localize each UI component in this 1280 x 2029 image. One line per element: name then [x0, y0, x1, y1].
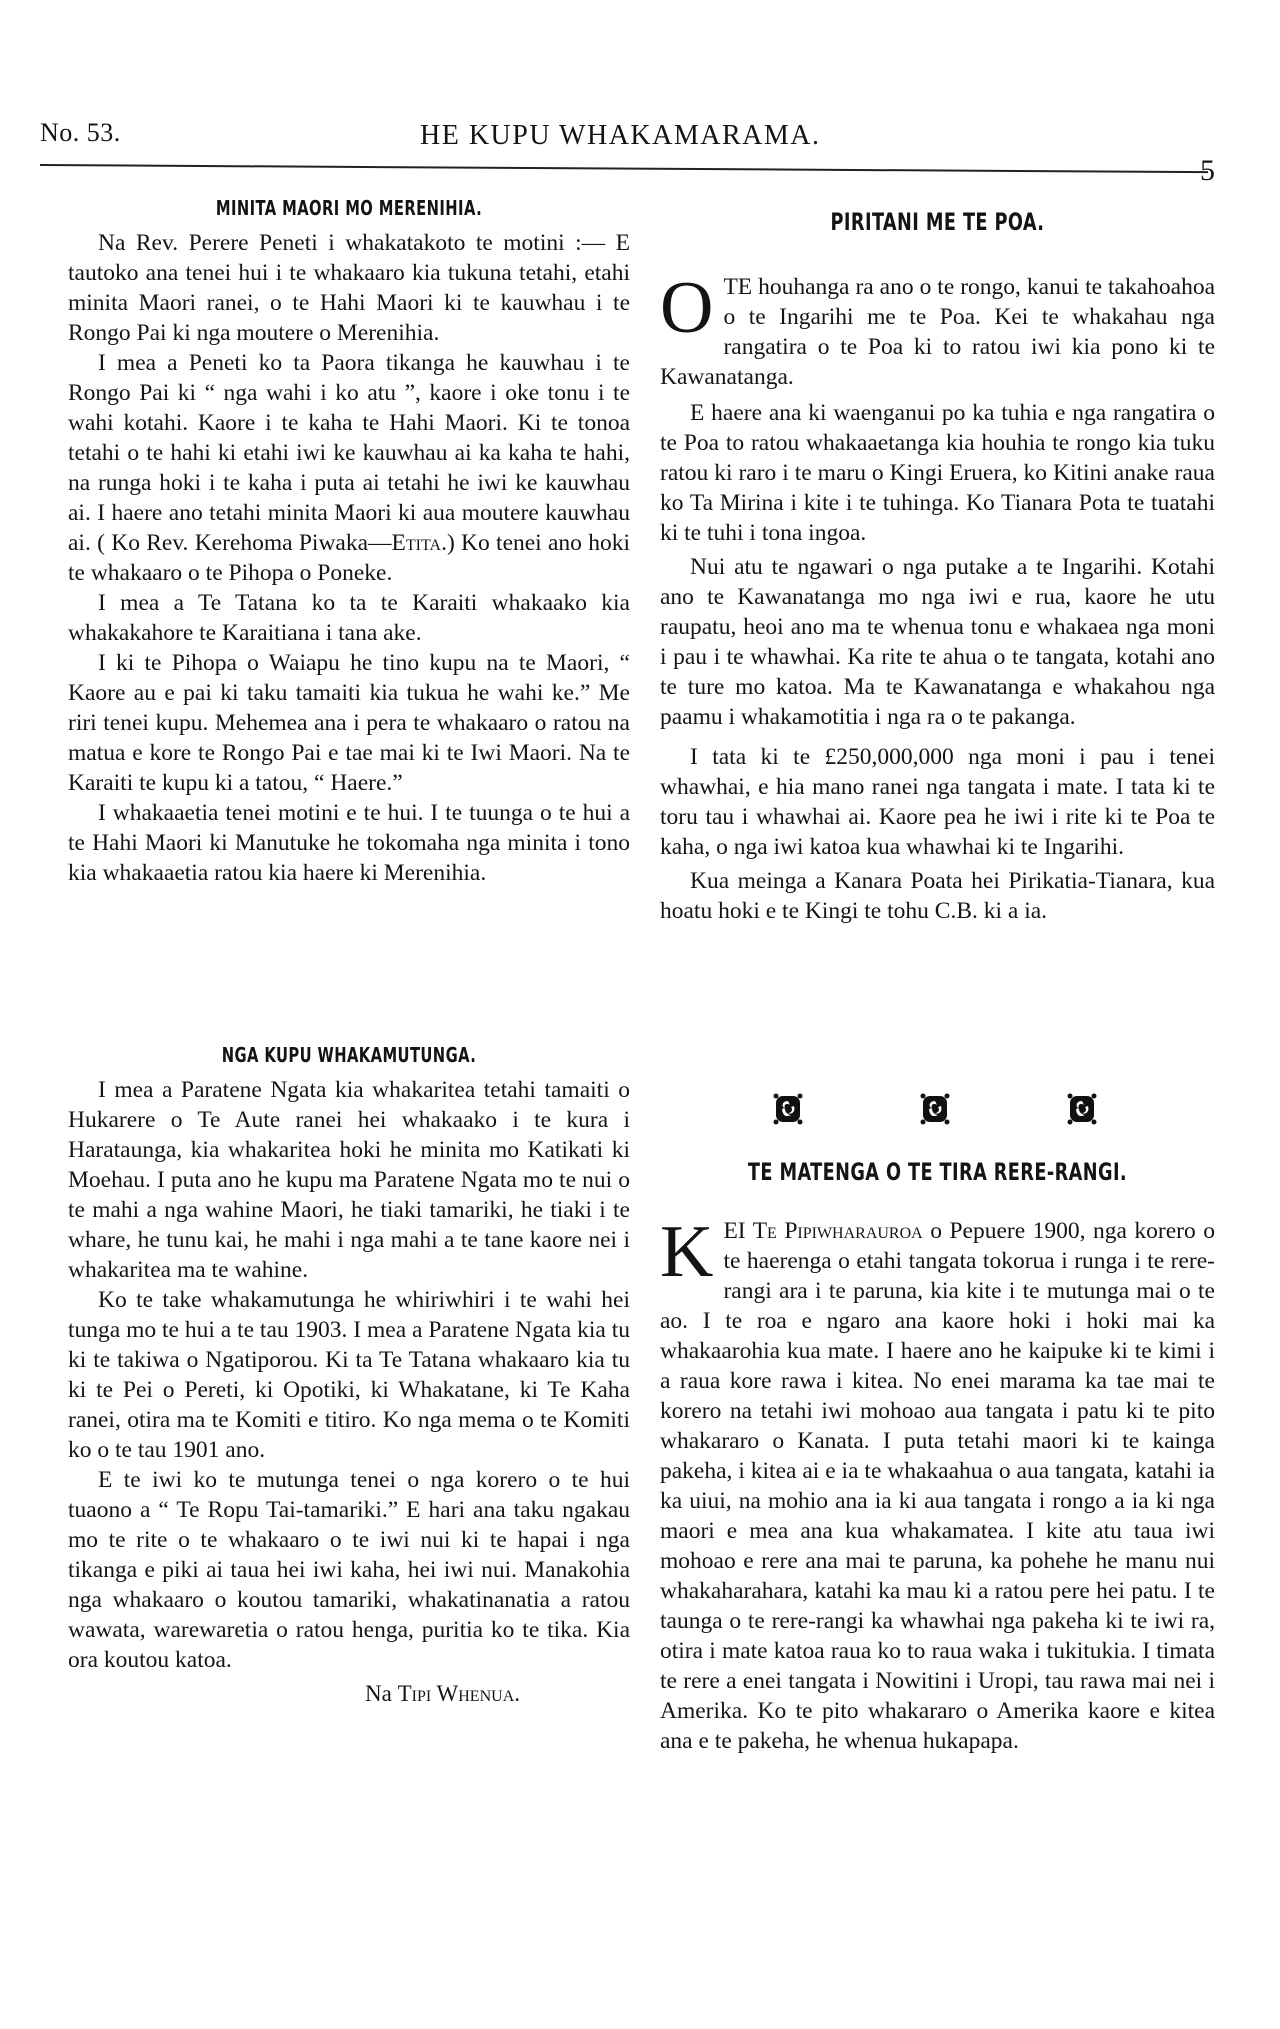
signature — [68, 1681, 630, 1707]
drop-cap: K — [660, 1211, 714, 1293]
article-piritani-me-te-poa — [660, 208, 1215, 926]
paragraph-text: .) Ko tenei ano hoki te whakaaro o te Pihopa o Poneke. — [68, 530, 630, 586]
issue-number: No. 53. — [40, 118, 121, 147]
signature-prefix: Na — [365, 1681, 398, 1706]
page-number: 5 — [1200, 154, 1215, 187]
paragraph: E haere ana ki waenganui po ka tuhia e nga rangatira o te Poa to ratou whakaaetanga kia houhia te rongo kia tuku ratou ki raro i te maru o Kingi Eruera, ko Kitini anake raua ko Ta Mirina i kite i te tuhinga. Ko Tianara Pota te tuatahi ki te tuhi i tona ingoa. — [660, 400, 1215, 546]
paragraph: I mea a Te Tatana ko ta te Karaiti whakaako kia whakakahore te Karaitiana i tana ake. — [68, 590, 630, 646]
paragraph — [68, 348, 630, 588]
paragraph: I ki te Pihopa o Waiapu he tino kupu na te Maori, “ Kaore au e pai ki taku tamaiti kia tukua he wahi ke.” Me riri tenei kupu. Mehemea ana i pera te whakaaro o ratou na matua e kore te Rongo Pai e tae mai ki te Iwi Maori. Na te Karaiti te kupu ki a tatou, “ Haere.” — [68, 650, 630, 796]
paragraph-text: o Pepuere 1900, nga korero o te haerenga o etahi tangata tokorua i runga i te rere-rangi ara i te paruna, kia kite i te mutunga mai o te ao. I te roa e ngaro ana kaore hoki i hoki mai ka whakaarohia kua mate. I haere ano he kaipuke ki te kimi i a raua kore rawa i kitea. No enei marama ka tae mai te korero na tetahi iwi mohoao aua tangata i patu ki te pito whakararo o Kanata. I puta tetahi maori ki te kainga pakeha, i kitea ai e ia te whakaahua o aua tangata, katahi ia ka uiui, na mohio ana ia ki aua tangata i rongo a ia ki nga maori e mea ana kua whakamatea. I kite atu taua iwi mohoao e rere ana mai te paruna, ka pohehe he manu nui whakaharahara, katahi ka mau ki a ratou pere hei patu. I te taunga o te rere-rangi ka whawhai nga pakeha ki te iwi ra, otira i mate katoa raua ko to raua waka i tukitukia. I timata te rere a enei tangata i Nowitini i Uropi, tau rawa mai nei i Amerika. Ko te pito whakararo o Amerika kaore e kitea ana e te pakeha, he whenua hukapapa. — [660, 1218, 1215, 1754]
triskele-ornament-icon — [773, 1093, 803, 1125]
article-heading: TE MATENGA O TE TIRA RERE-RANGI. — [747, 1158, 1128, 1186]
paragraph: I mea a Paratene Ngata kia whakaritea tetahi tamaiti o Hukarere o Te Aute ranei hei whakaako i te kura i Harataunga, kia whakaritea hoki he minita mo Katikati ki Moehau. I puta ano he kupu ma Paratene Ngata mo te nui o te mahi a nga wahine Maori, he tiaki tamariki, he tiaki i te whare, he tunu kai, he mahi i nga mahi a te tane kaore nei i whakaritea ma te wahine. — [68, 1077, 630, 1283]
signature-name: Tipi Whenua. — [397, 1681, 520, 1706]
triskele-ornament-icon — [920, 1093, 950, 1125]
paragraph: I tata ki te £250,000,000 nga moni i pau i tenei whawhai, e hia mano ranei nga tangata i mate. I tata ki te toru tau i whawhai ai. Kaore pea he iwi i rite ki te Poa te kaha, o nga iwi katoa kua whawhai ki te Ingarihi. — [660, 744, 1215, 860]
article-nga-kupu-whakamutunga — [68, 1043, 630, 1707]
drop-cap: O — [660, 267, 714, 349]
paragraph-text: TE houhanga ra ano o te rongo, kanui te takahoahoa o te Ingarihi me te Poa. Kei te whakahau nga rangatira o te Poa ki to ratou iwi kia pono ki te Kawanatanga. — [660, 274, 1215, 390]
triskele-ornament-icon — [1067, 1093, 1097, 1125]
paragraph: I whakaaetia tenei motini e te hui. I te tuunga o te hui a te Hahi Maori ki Manutuke he tokomaha nga minita i tono kia whakaaetia ratou kia haere ki Merenihia. — [68, 800, 630, 886]
lead-caps: EI Te Pipiwharauroa — [723, 1218, 923, 1244]
article-heading: NGA KUPU WHAKAMUTUNGA. — [221, 1043, 477, 1067]
ornament-row — [715, 1093, 1155, 1125]
paragraph: Na Rev. Perere Peneti i whakatakoto te motini :— E tautoko ana tenei hui i te whakaaro kia tukuna tetahi, etahi minita Maori ranei, o te Hahi Maori ki te kauwhau i te Rongo Pai ki nga moutere o Merenihia. — [68, 230, 630, 346]
publication-title: HE KUPU WHAKAMARAMA. — [420, 120, 821, 151]
running-head — [40, 118, 1230, 188]
header-rule — [40, 164, 1208, 173]
article-heading: MINITA MAORI MO MERENIHIA. — [215, 196, 483, 220]
paragraph — [660, 1211, 1215, 1756]
article-heading: PIRITANI ME TE POA. — [830, 208, 1045, 236]
paragraph: Kua meinga a Kanara Poata hei Pirikatia-Tianara, kua hoatu hoki e te Kingi te tohu C.B. ki a ia. — [660, 868, 1215, 924]
paragraph: Nui atu te ngawari o nga putake a te Ingarihi. Kotahi ano te Kawanatanga mo nga iwi e rua, kaore he utu raupatu, heoi ano ma te whenua tonu e whakaea nga moni i pau i te whawhai. Ka rite te ahua o te tangata, kotahi ano te ture mo katoa. Ma te Kawanatanga e whakahou nga paamu i whakamotitia i nga ra o te pakanga. — [660, 554, 1215, 730]
paragraph — [660, 267, 1215, 392]
article-minita-maori — [68, 196, 630, 888]
paragraph-text: I mea a Peneti ko ta Paora tikanga he kauwhau i te Rongo Pai ki “ nga wahi i ko atu ”, kaore i oke tonu i te wahi kotahi. Kaore i te kaha te Hahi Maori. Ki te tonoa tetahi o te hahi ki etahi iwi ke kauwhau ai ka kaha te hahi, na runga hoki i te kaha i puta ai tetahi he iwi ke kauwhau ai. I haere ano tetahi minita Maori ki aua moutere kauwhau ai. ( Ko Rev. Kerehoma Piwaka— — [68, 350, 630, 556]
paragraph: Ko te take whakamutunga he whiriwhiri i te wahi hei tunga mo te hui a te tau 1903. I mea a Paratene Ngata kia tu ki te takiwa o Ngatiporou. Ki ta Te Tatana whakaaro kia tu ki te Pei o Pereti, ki Opotiki, ki Whakatane, ki Te Kaha ranei, otira ma te Komiti e titiro. Ko nga mema o te Komiti ko o te tau 1901 ano. — [68, 1287, 630, 1463]
paragraph: E te iwi ko te mutunga tenei o nga korero o te hui tuaono a “ Te Ropu Tai-tamariki.” E hari ana taku ngakau mo te rite o te whakaaro o te iwi nui ki te hapai i nga tikanga e piki ai taua hei iwi kaha, hei iwi nui. Manakohia nga whakaaro o koutou tamariki, whakatinanatia a ratou wawata, warewaretia o ratou henga, puritia ko te tika. Kia ora koutou katoa. — [68, 1467, 630, 1673]
editor-mark: Etita — [391, 530, 442, 556]
article-te-matenga — [660, 1158, 1215, 1756]
